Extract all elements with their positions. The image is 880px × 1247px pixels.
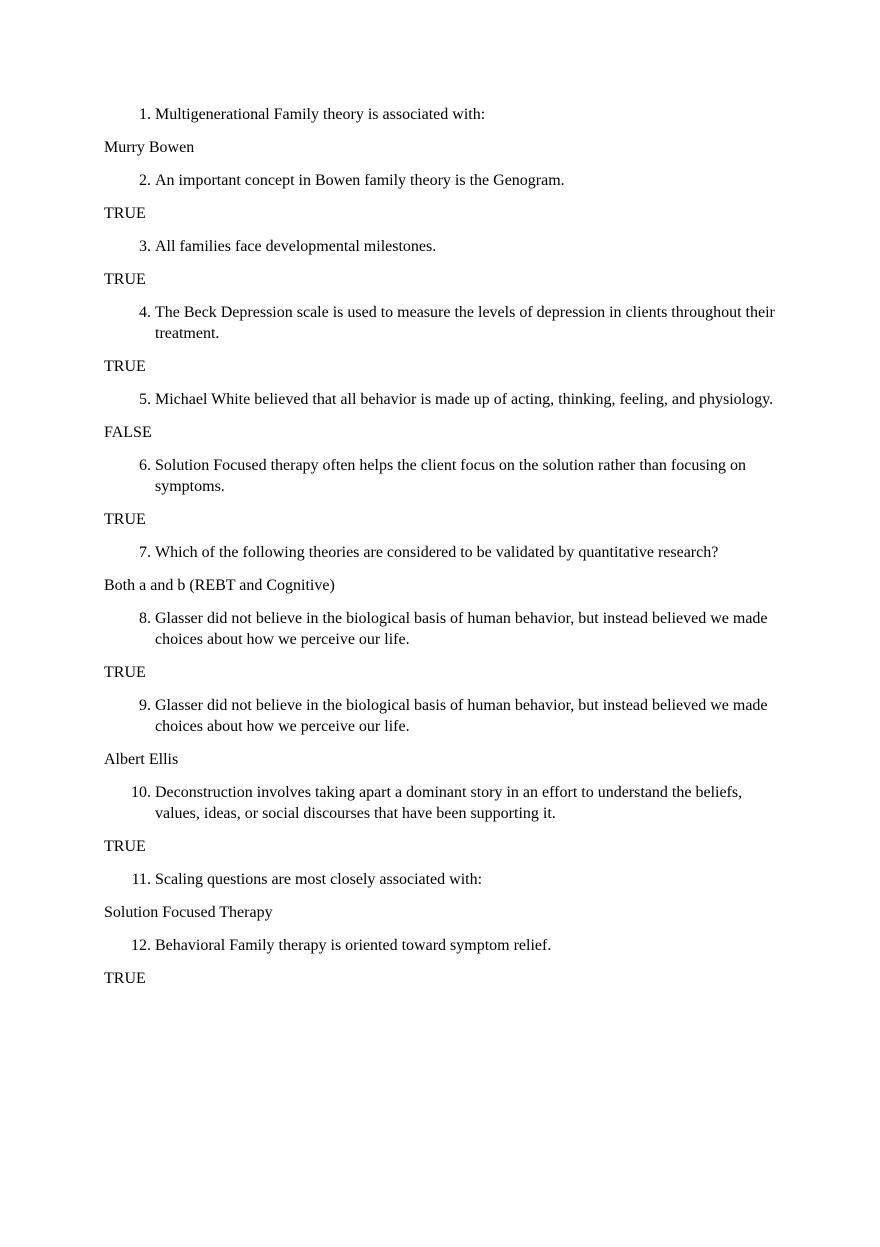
question [104, 695, 784, 737]
question-number: 12. [131, 937, 151, 954]
question [104, 782, 784, 824]
answer: Albert Ellis [104, 751, 179, 768]
question-number: 6. [139, 457, 151, 474]
question-number: 2. [139, 172, 151, 189]
question [104, 455, 784, 497]
question-number: 9. [139, 697, 151, 714]
question-number: 4. [139, 304, 151, 321]
question-number: 8. [139, 610, 151, 627]
question-text: Solution Focused therapy often helps the client focus on the solution rather than focusing on symptoms. [155, 457, 746, 495]
question [104, 170, 784, 191]
question-text: Glasser did not believe in the biological basis of human behavior, but instead believed we made choices about how we perceive our life. [155, 697, 768, 735]
question [104, 869, 784, 890]
answer: TRUE [104, 838, 146, 855]
answer: TRUE [104, 358, 146, 375]
question-text: Michael White believed that all behavior is made up of acting, thinking, feeling, and physiology. [155, 391, 774, 408]
qa-item-5 [104, 389, 784, 443]
answer: TRUE [104, 271, 146, 288]
question-list [104, 104, 784, 1001]
question [104, 542, 784, 563]
qa-item-1 [104, 104, 784, 158]
answer: Both a and b (REBT and Cognitive) [104, 577, 335, 594]
qa-item-11 [104, 869, 784, 923]
question-number: 7. [139, 544, 151, 561]
question-text: All families face developmental milestones. [155, 238, 437, 255]
qa-item-6 [104, 455, 784, 530]
question-number: 1. [139, 106, 151, 123]
question-text: Glasser did not believe in the biological basis of human behavior, but instead believed we made choices about how we perceive our life. [155, 610, 768, 648]
question [104, 389, 784, 410]
question-text: Scaling questions are most closely associated with: [155, 871, 483, 888]
question-text: An important concept in Bowen family theory is the Genogram. [155, 172, 565, 189]
question-number: 10. [131, 784, 151, 801]
answer: FALSE [104, 424, 152, 441]
question [104, 236, 784, 257]
question-text: Behavioral Family therapy is oriented toward symptom relief. [155, 937, 552, 954]
answer: TRUE [104, 511, 146, 528]
qa-item-3 [104, 236, 784, 290]
question-text: The Beck Depression scale is used to measure the levels of depression in clients throughout their treatment. [155, 304, 775, 342]
question-text: Which of the following theories are considered to be validated by quantitative research? [155, 544, 719, 561]
question [104, 608, 784, 650]
question-number: 3. [139, 238, 151, 255]
question-number: 5. [139, 391, 151, 408]
qa-item-12 [104, 935, 784, 989]
answer: TRUE [104, 970, 146, 987]
answer: Solution Focused Therapy [104, 904, 273, 921]
question [104, 935, 784, 956]
question-text: Multigenerational Family theory is associated with: [155, 106, 486, 123]
answer: TRUE [104, 664, 146, 681]
question-number: 11. [131, 871, 151, 888]
answer: Murry Bowen [104, 139, 195, 156]
question [104, 302, 784, 344]
question-text: Deconstruction involves taking apart a dominant story in an effort to understand the beliefs, values, ideas, or social discourses that have been supporting it. [155, 784, 743, 822]
qa-item-2 [104, 170, 784, 224]
qa-item-7 [104, 542, 784, 596]
qa-item-8 [104, 608, 784, 683]
qa-item-4 [104, 302, 784, 377]
answer: TRUE [104, 205, 146, 222]
question [104, 104, 784, 125]
qa-item-9 [104, 695, 784, 770]
qa-item-10 [104, 782, 784, 857]
